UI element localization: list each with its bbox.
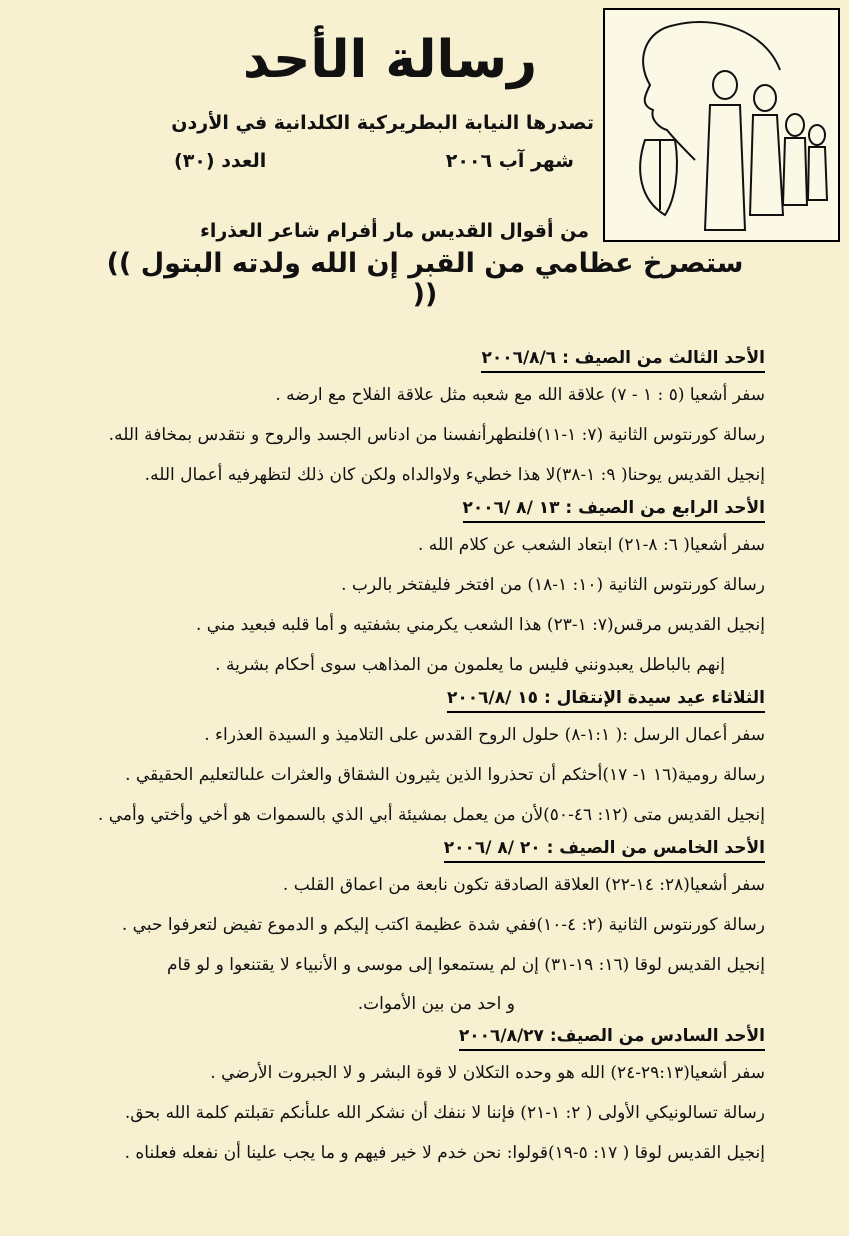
section-heading: الأحد الثالث من الصيف : ٢٠٠٦/٨/٦: [481, 347, 765, 373]
newsletter-title: رسالة الأحد: [242, 30, 538, 90]
reading-line: سفر أشعيا( ٦: ٨-٢١) ابتعاد الشعب عن كلام الله .: [417, 535, 765, 555]
reading-line: سفر أشعيا(٢٨: ١٤-٢٢) العلاقة الصادقة تكون نابعة من اعماق القلب .: [282, 875, 765, 895]
reading-line: إنجيل القديس مرقس(٧: ١-٢٣) هذا الشعب يكرمني بشفتيه و أما قلبه فبعيد مني .: [196, 615, 765, 635]
reading-line: إنجيل القديس يوحنا( ٩: ١-٣٨)لا هذا خطيء ولاوالداه ولكن كان ذلك لتظهرفيه أعمال الله.: [144, 465, 765, 485]
section: [55, 345, 765, 495]
section-heading: الأحد الرابع من الصيف : ١٣ /٨ /٢٠٠٦: [463, 497, 765, 523]
readings-list: [55, 345, 765, 1173]
issue-line: [174, 150, 574, 172]
issue-month: شهر آب ٢٠٠٦: [445, 150, 574, 172]
reading-line: رسالة رومية(١٦ ١- ١٧)أحثكم أن تحذروا الذين يثيرون الشقاق والعثرات علىالتعليم الحقيقي .: [125, 765, 765, 785]
quote-text: (( ستصرخ عظامي من القبر إن الله ولدته البتول )): [106, 248, 744, 310]
reading-line: إنجيل القديس متى (١٢: ٤٦-٥٠)لأن من يعمل بمشيئة أبي الذي بالسموات هو أخي وأختي وأمي .: [97, 805, 765, 825]
reading-continuation: و احد من بين الأموات.: [357, 994, 515, 1014]
issue-number: العدد (٣٠): [174, 150, 267, 172]
reading-line: إنجيل القديس لوقا (١٦: ١٩-٣١) إن لم يستمعوا إلى موسى و الأنبياء لا يقتنعوا و لو قام: [167, 955, 765, 975]
section: [55, 1023, 765, 1173]
reading-line: رسالة كورنتوس الثانية (١٠: ١-١٨) من افتخر فليفتخر بالرب .: [341, 575, 765, 595]
reading-line: رسالة كورنتوس الثانية (٢: ٤-١٠)ففي شدة عظيمة اكتب إليكم و الدموع تفيض لتعرفوا حبي .: [121, 915, 765, 935]
praying-family-illustration: [603, 8, 840, 242]
reading-note: إنهم بالباطل يعبدونني فليس ما يعلمون من المذاهب سوى أحكام بشرية .: [215, 655, 725, 675]
publisher-line: تصدرها النيابة البطريركية الكلدانية في الأردن: [171, 112, 594, 134]
reading-line: سفر أعمال الرسل :( ١:١-٨) حلول الروح القدس على التلاميذ و السيدة العذراء .: [204, 725, 765, 745]
section: [55, 685, 765, 835]
reading-line: سفر أشعيا(٢٩:١٣-٢٤) الله هو وحده التكلان لا قوة البشر و لا الجبروت الأرضي .: [210, 1063, 765, 1083]
reading-line: رسالة تسالونيكي الأولى ( ٢: ١-٢١) فإننا لا ننفك أن نشكر الله علىأنكم تقبلتم كلمة الله بحق.: [124, 1103, 765, 1123]
quote-intro: من أقوال القديس مار أفرام شاعر العذراء: [200, 220, 589, 242]
section-heading: الأحد الخامس من الصيف : ٢٠ /٨ /٢٠٠٦: [444, 837, 765, 863]
section-heading: الثلاثاء عيد سيدة الإنتقال : ١٥ /٢٠٠٦/٨: [447, 687, 765, 713]
section-heading: الأحد السادس من الصيف: ٢٠٠٦/٨/٢٧: [459, 1025, 765, 1051]
section: [55, 835, 765, 1023]
reading-line: رسالة كورنتوس الثانية (٧: ١-١١)فلنطهرأنفسنا من ادناس الجسد والروح و نتقدس بمخافة الله.: [108, 425, 765, 445]
reading-line: إنجيل القديس لوقا ( ١٧: ٥-١٩)قولوا: نحن خدم لا خير فيهم و ما يجب علينا أن نفعله فعلناه .: [124, 1143, 765, 1163]
section: [55, 495, 765, 685]
illustration-drawing: [605, 10, 838, 240]
reading-line: سفر أشعيا (٥ : ١ - ٧) علاقة الله مع شعبه مثل علاقة الفلاح مع ارضه .: [275, 385, 765, 405]
